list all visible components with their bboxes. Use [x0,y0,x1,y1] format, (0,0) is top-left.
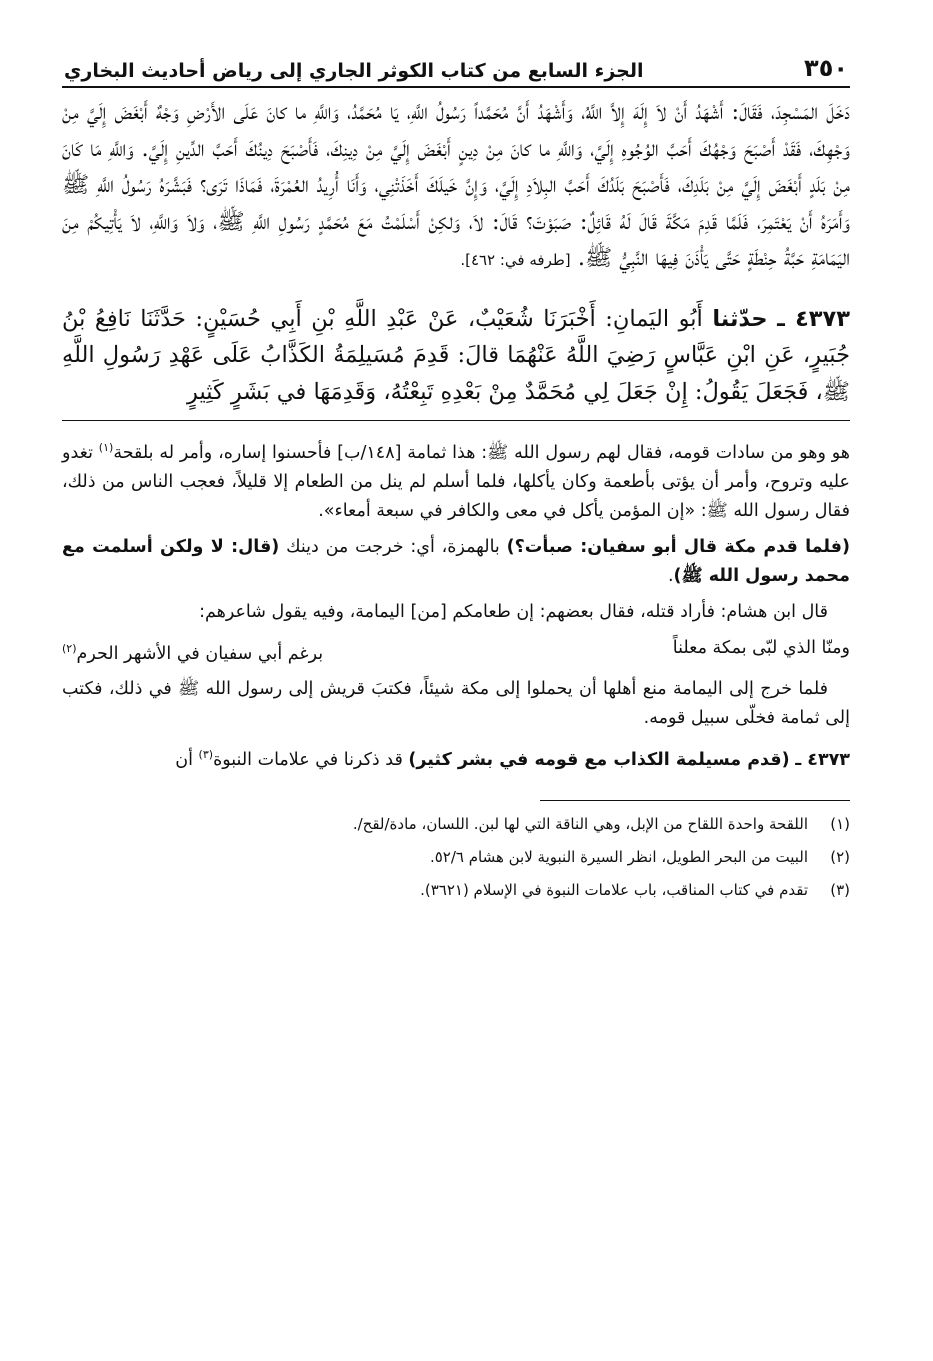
hadith-text: أَبُو اليَمانِ: أَخْبَرَنَا شُعَيْبٌ، عَنْ عَبْدِ اللَّهِ بْنِ أَبِي حُسَيْنٍ: حَدَّثَنَا نَافِعُ بْنُ جُبَيرٍ، عَنِ ابْنِ عَبَّاسٍ رَضِيَ اللَّهُ عَنْهُمَا قالَ: قَدِمَ مُسَيلِمَةُ الكَذَّابُ عَلَى عَهْدِ رَسُولِ اللَّهِ ﷺ، فَجَعَلَ يَقُولُ: إِنْ جَعَلَ لِي مُحَمَّدٌ مِنْ بَعْدِهِ تَبِعْتُهُ، وَقَدِمَهَا في بَشَرٍ كَثِيرٍ [62,305,850,405]
footnote-marker: (٢) [62,641,77,655]
running-title: الجزء السابع من كتاب الكوثر الجاري إلى رياض أحاديث البخاري [64,60,644,82]
poetry-verse [62,634,850,669]
commentary-paragraph: (فلما قدم مكة قال أبو سفيان: صبأت؟) بالهمزة، أي: خرجت من دينك (قال: لا ولكن أسلمت مع محمد رسول الله ﷺ). [62,536,851,586]
hadith-text: دَخَلَ المَسْجِدَ، فَقَالَ: أَشْهَدُ أَنْ لاَ إِلَهَ إِلاَّ اللَّهُ، وَأَشْهَدُ أَنَّ مُحَمَّداً رَسُولُ اللَّهِ، يَا مُحَمَّدُ، وَاللَّهِ ما كانَ عَلَى الأَرْضِ وَجْهٌ أَبْغَضَ إِلَيَّ مِنْ وَجْهِكَ، فَقَدْ أَصْبَحَ وَجْهُكَ أَحَبَّ الوُجُوهِ إِلَيَّ، وَاللَّهِ ما كانَ مِنْ دِينٍ أَبْغَضَ إِلَيَّ مِنْ دِينِكَ، فَأَصْبَحَ دِينُكَ أَحَبَّ الدِّينِ إِلَيَّ. وَاللَّهِ مَا كَانَ مِنْ بَلَدٍ أَبْغَضَ إِلَيَّ مِنْ بَلَدِكَ، فَأَصْبَحَ بَلَدُكَ أَحَبَّ البِلاَدِ إِلَيَّ، وَإِنَّ خَيلَكَ أَخَذَتْنِي، وَأَنَا أُرِيدُ العُمْرَةَ، فَمَاذَا تَرَى؟ فَبَشَّرَهُ رَسُولُ اللَّهِ ﷺ وَأَمَرَهُ أَنْ يَعْتَمِرَ، فَلَمَّا قَدِمَ مَكَّةَ قَالَ لَهُ قَائِلٌ: صَبَوْتَ؟ قَالَ: لاَ، وَلكِنْ أَسْلَمْتُ مَعَ مُحَمَّدٍ رَسُولِ اللَّهِ ﷺ، وَلاَ وَاللَّهِ، لاَ يَأْتِيكُمْ مِنَ اليَمَامَةِ حَبَّةُ حِنْطَةٍ حَتَّى يَأْذَنَ فِيهَا النَّبِيُّ ﷺ. [62,99,850,271]
footnote-item [62,879,850,901]
footnote-item [62,846,850,868]
footnotes [62,813,850,901]
footnote-marker: (٣) [198,747,214,761]
hadith-lead-word: حدّثنا [712,305,768,332]
hadith-block-previous [62,94,850,279]
footnote-item [62,813,850,835]
book-page [62,52,850,1312]
commentary-section [62,433,850,774]
footnote-number: (١) [830,815,850,834]
commentary-paragraph: فلما خرج إلى اليمامة منع أهلها أن يحملوا إلى مكة شيئاً، فكتبَ قريش إلى رسول الله ﷺ في ذلك، فكتب إلى ثمامة فخلّى سبيل قومه. [62,678,850,728]
commentary-paragraph: هو وهو من سادات قومه، فقال لهم رسول الله ﷺ: هذا ثمامة [١٤٨/ب] فأحسنوا إساره، وأمر له بلقحة$^{(١)}$ تغدو عليه وتروح، وأمر أن يؤتى بأطعمة وكان يأكلها، فلما أسلم لم ينل من الطعام إلا قليلاً، فعجب الناس من ذلك، فقال رسول الله ﷺ: «إن المؤمن يأكل في معى والكافر في سبعة أمعاء». [62,441,851,521]
footnote-text: البيت من البحر الطويل، انظر السيرة النبوية لابن هشام ٥٢/٦. [429,848,808,867]
cross-reference: [طرفه في: ٤٦٢]. [460,251,571,269]
running-head [62,52,850,88]
footnote-text: تقدم في كتاب المناقب، باب علامات النبوة في الإسلام (٣٦٢١). [420,881,808,900]
footnote-marker: (١) [98,441,114,454]
page-number: ٣٥٠ [804,54,848,82]
hadith-number: ٤٣٧٣ ـ [777,305,851,332]
commentary-paragraph: قال ابن هشام: فأراد قتله، فقال بعضهم: إن طعامكم [من] اليمامة، وفيه يقول شاعرهم: [199,601,828,622]
commentary-number: ٤٣٧٣ ـ [795,749,850,770]
section-divider [62,420,850,421]
footnote-divider [540,800,850,801]
verse-second-hemistich: برغم أبي سفيان في الأشهر الحرم$^{(٢)}$ [62,641,324,664]
footnote-number: (٣) [830,881,850,900]
hadith-block-4373 [62,301,850,411]
footnote-number: (٢) [830,848,850,867]
verse-first-hemistich: ومنّا الذي لبّى بمكة معلناً [672,637,850,658]
footnote-text: اللقحة واحدة اللقاح من الإبل، وهي الناقة التي لها لبن. اللسان، مادة/لقح/. [352,815,808,834]
commentary-paragraph: ٤٣٧٣ ـ (قدم مسيلمة الكذاب مع قومه في بشر كثير) قد ذكرنا في علامات النبوة$^{(٣)}$ أن [175,747,850,770]
